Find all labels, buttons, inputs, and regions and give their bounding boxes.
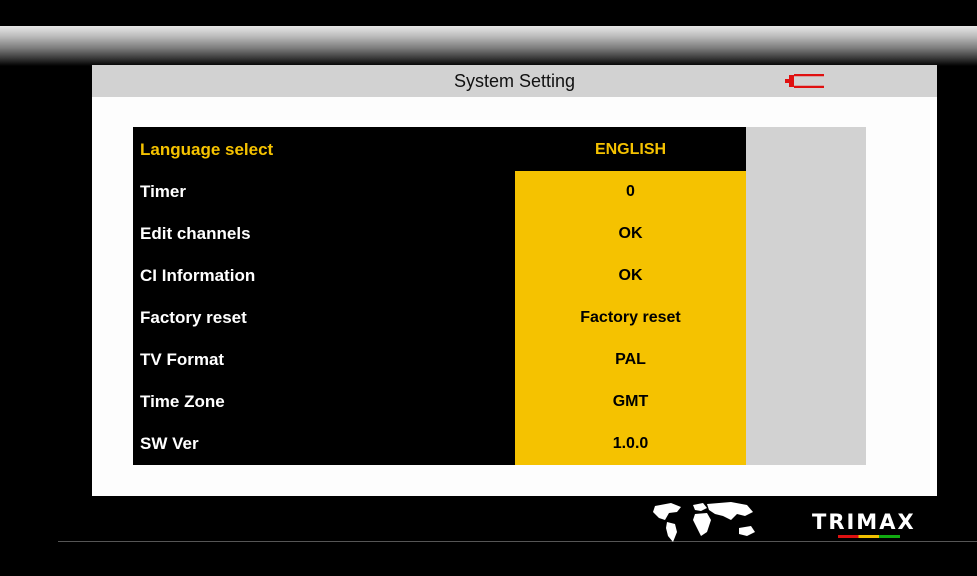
menu-item-label: TV Format [140, 350, 225, 369]
menu-item-time-zone[interactable] [133, 381, 746, 423]
menu-item-label: CI Information [140, 266, 256, 285]
menu-item-timer[interactable] [133, 171, 746, 213]
menu-item-value: Factory reset [515, 297, 746, 339]
system-setting-panel [92, 65, 937, 496]
logo-stripe [838, 535, 900, 538]
menu-item-ci-information[interactable] [133, 255, 746, 297]
menu-item-label: SW Ver [140, 434, 199, 453]
scrollbar-track[interactable] [746, 127, 866, 465]
settings-menu [133, 127, 746, 465]
menu-item-value: ENGLISH [594, 141, 667, 158]
menu-item-tv-format[interactable] [133, 339, 746, 381]
menu-item-value: GMT [515, 381, 746, 423]
menu-item-value: OK [515, 255, 746, 297]
logo-text: TRIMAX [812, 510, 916, 534]
footer-divider [58, 541, 977, 542]
menu-item-value: 1.0.0 [515, 423, 746, 465]
menu-item-factory-reset[interactable] [133, 297, 746, 339]
menu-item-value: PAL [515, 339, 746, 381]
trimax-logo [812, 510, 932, 538]
menu-item-value: 0 [515, 171, 746, 213]
menu-item-label: Edit channels [140, 224, 251, 243]
menu-item-value: OK [515, 213, 746, 255]
menu-item-label: Factory reset [140, 308, 247, 327]
menu-item-label: Timer [140, 182, 186, 201]
top-bezel [0, 26, 977, 66]
battery-empty-icon [785, 74, 825, 88]
world-map-icon [641, 498, 778, 544]
menu-item-label: Time Zone [140, 392, 225, 411]
menu-item-edit-channels[interactable] [133, 213, 746, 255]
menu-item-language-select[interactable] [133, 129, 746, 171]
menu-item-label: Language select [140, 140, 274, 159]
menu-item-sw-ver[interactable] [133, 423, 746, 465]
page-title: System Setting [92, 65, 937, 97]
